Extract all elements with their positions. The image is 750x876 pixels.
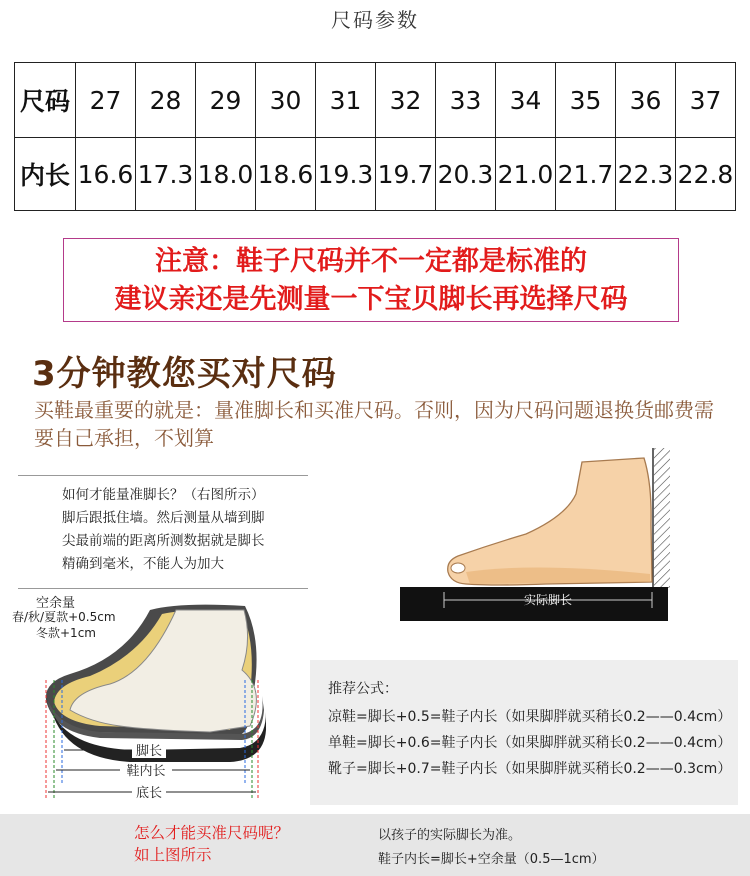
spring-label: 春/秋/夏款+0.5cm bbox=[12, 610, 116, 624]
guide-heading: 3分钟教您买对尺码 bbox=[32, 354, 337, 394]
size-cell: 28 bbox=[136, 63, 196, 138]
size-cell: 30 bbox=[256, 63, 316, 138]
foot-length-label: 脚长 bbox=[135, 744, 163, 759]
size-cell: 34 bbox=[496, 63, 556, 138]
length-cell: 19.3 bbox=[316, 138, 376, 211]
length-cell: 16.6 bbox=[76, 138, 136, 211]
how-line: 精确到毫米，不能人为加大 bbox=[62, 556, 224, 572]
bottom-bar bbox=[0, 814, 750, 876]
how-line: 脚后跟抵住墙。然后测量从墙到脚 bbox=[62, 510, 265, 526]
winter-label: 冬款+1cm bbox=[36, 626, 96, 640]
length-cell: 18.0 bbox=[196, 138, 256, 211]
formula-title: 推荐公式： bbox=[328, 681, 398, 697]
how-line: 如何才能量准脚长？（右图所示） bbox=[62, 487, 265, 503]
size-cell: 31 bbox=[316, 63, 376, 138]
size-cell: 36 bbox=[616, 63, 676, 138]
length-cell: 21.7 bbox=[556, 138, 616, 211]
foot-shape bbox=[448, 458, 652, 585]
formula-box bbox=[310, 660, 738, 805]
measure-label: 实际脚长 bbox=[523, 593, 573, 607]
foot-measure-illustration bbox=[396, 444, 672, 624]
length-cell: 21.0 bbox=[496, 138, 556, 211]
size-row bbox=[15, 63, 736, 138]
bottom-question bbox=[134, 822, 289, 866]
size-table bbox=[14, 62, 736, 211]
page-title: 尺码参数 bbox=[331, 8, 419, 32]
length-cell: 22.3 bbox=[616, 138, 676, 211]
formula-line: 靴子=脚长+0.7=鞋子内长（如果脚胖就买稍长0.2——0.3cm） bbox=[328, 761, 732, 777]
length-cell: 17.3 bbox=[136, 138, 196, 211]
size-cell: 37 bbox=[676, 63, 736, 138]
toe-nail bbox=[451, 563, 465, 573]
size-cell: 35 bbox=[556, 63, 616, 138]
bottom-answer-line-2: 鞋子内长=脚长+空余量（0.5—1cm） bbox=[378, 852, 605, 867]
space-label: 空余量 bbox=[36, 596, 76, 611]
notice-line-2: 建议亲还是先测量一下宝贝脚长再选择尺码 bbox=[114, 284, 628, 315]
length-cell: 18.6 bbox=[256, 138, 316, 211]
bottom-answer-line-1: 以孩子的实际脚长为准。 bbox=[378, 828, 522, 843]
shoe-illustration bbox=[30, 600, 280, 810]
length-cell: 19.7 bbox=[376, 138, 436, 211]
formula-line: 单鞋=脚长+0.6=鞋子内长（如果脚胖就买稍长0.2——0.4cm） bbox=[328, 735, 732, 751]
sole-length-label: 底长 bbox=[135, 786, 163, 801]
inner-length-label: 鞋内长 bbox=[126, 764, 166, 779]
bottom-question-line-1: 怎么才能买准尺码呢？ bbox=[134, 824, 290, 842]
bottom-question-line-2: 如上图所示 bbox=[134, 846, 212, 864]
notice-line-1: 注意：鞋子尺码并不一定都是标准的 bbox=[155, 246, 587, 277]
size-cell: 29 bbox=[196, 63, 256, 138]
length-row bbox=[15, 138, 736, 211]
size-row-header: 尺码 bbox=[15, 63, 76, 138]
size-cell: 27 bbox=[76, 63, 136, 138]
how-text bbox=[62, 484, 308, 576]
guide-intro: 买鞋最重要的就是：量准脚长和买准尺码。否则，因为尺码问题退换货邮费需要自己承担，不划算 bbox=[34, 398, 714, 450]
length-cell: 20.3 bbox=[436, 138, 496, 211]
size-cell: 32 bbox=[376, 63, 436, 138]
length-row-header: 内长 bbox=[15, 138, 76, 211]
how-line: 尖最前端的距离所测数据就是脚长 bbox=[62, 533, 265, 549]
bottom-answer bbox=[378, 824, 605, 872]
size-cell: 33 bbox=[436, 63, 496, 138]
notice-box bbox=[63, 238, 679, 322]
formula-line: 凉鞋=脚长+0.5=鞋子内长（如果脚胖就买稍长0.2——0.4cm） bbox=[328, 709, 732, 725]
wall-hatch bbox=[654, 448, 670, 588]
length-cell: 22.8 bbox=[676, 138, 736, 211]
